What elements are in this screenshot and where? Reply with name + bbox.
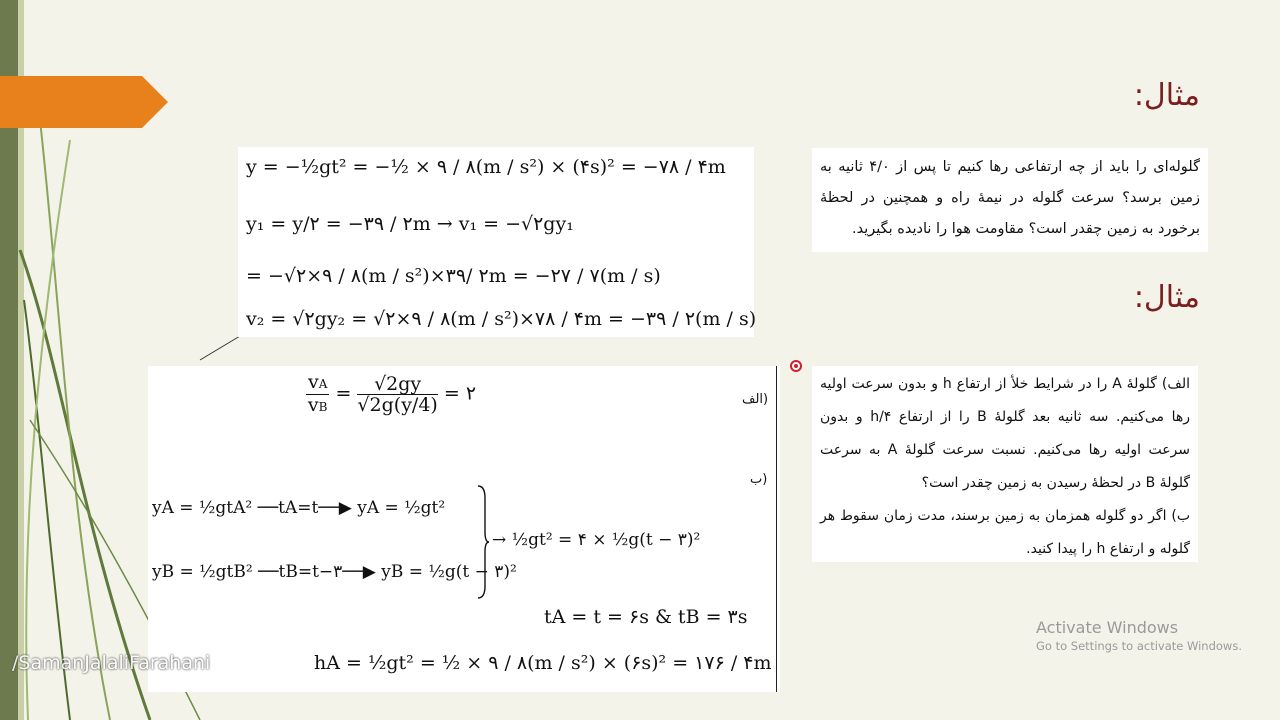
- label-part-b: ب): [750, 472, 768, 487]
- right-brace: [476, 484, 490, 600]
- orange-tab: [0, 76, 168, 128]
- solution-1-line-3: = −√۲×۹ / ۸(m / s²)×۳۹/ ۲m = −۲۷ / ۷(m / s): [246, 265, 661, 287]
- result-times: tA = t = ۶s & tB = ۳s: [544, 606, 748, 628]
- slide-title-2: مثال:: [1133, 280, 1200, 315]
- question-1-text: گلوله‌ای را باید از چه ارتفاعی رها کنیم تا پس از ۴/۰ ثانیه به زمین برسد؟ سرعت گلوله در نیمهٔ راه و همچنین در لحظهٔ برخورد به زمین چقدر است؟ مقاومت هوا را نادیده بگیرید.: [820, 159, 1200, 237]
- ratio-fraction: $\frac{vA}{vB}$: [307, 371, 328, 416]
- result-height: hA = ½gt² = ½ × ۹ / ۸(m / s²) × (۶s)² = ۱۷۶ / ۴m: [314, 652, 772, 674]
- label-part-a: الف): [742, 392, 769, 407]
- solution-1-line-2: y₁ = y/۲ = −۳۹ / ۲m → v₁ = −√۲gy₁: [246, 213, 574, 235]
- question-2-part-a: الف) گلولهٔ A را در شرایط خلأ از ارتفاع h و بدون سرعت اولیه رها می‌کنیم. سه ثانیه بعد گلولهٔ B را از ارتفاع h/۴ و بدون سرعت اولیه رها می‌کنیم. نسبت سرعت گلولهٔ A به سرعت گلولهٔ B در لحظهٔ رسیدن به زمین چقدر است؟: [820, 376, 1191, 491]
- laser-pointer: [790, 360, 802, 372]
- question-2-part-b: ب) اگر دو گلوله همزمان به زمین برسند، مدت زمان سقوط هر گلوله و ارتفاع h را پیدا کنید.: [820, 508, 1190, 557]
- watermark-handle: /SamanJalaliFarahani: [12, 652, 211, 674]
- activate-windows-subtitle: Go to Settings to activate Windows.: [1036, 639, 1242, 653]
- combined-equation: → ½gt² = ۴ × ½g(t − ۳)²: [492, 530, 701, 550]
- question-1-box: [812, 148, 1208, 252]
- ratio-equation: $\frac{vA}{vB}$ = $\frac{√2gy}{√2g(y/4)}$ = ۲: [307, 371, 477, 416]
- equation-ya: yA = ½gtA² ──tA=t──▶ yA = ½gt²: [152, 498, 446, 518]
- divider-line: [776, 366, 777, 692]
- activate-windows-notice: [1036, 618, 1242, 653]
- slide-title-1: مثال:: [1133, 78, 1200, 113]
- question-2-box: [812, 366, 1198, 562]
- solution-1-line-4: v₂ = √۲gy₂ = √۲×۹ / ۸(m / s²)×۷۸ / ۴m = −۳۹ / ۲(m / s): [246, 308, 757, 330]
- equation-yb: yB = ½gtB² ──tB=t−۳──▶ yB = ½g(t − ۳)²: [152, 562, 517, 582]
- activate-windows-title: Activate Windows: [1036, 618, 1179, 637]
- solution-1-line-1: y = −½gt² = −½ × ۹ / ۸(m / s²) × (۴s)² = −۷۸ / ۴m: [246, 156, 726, 178]
- ratio-root-fraction: $\frac{√2gy}{√2g(y/4)}$: [357, 373, 438, 416]
- ratio-result: = ۲: [443, 382, 477, 405]
